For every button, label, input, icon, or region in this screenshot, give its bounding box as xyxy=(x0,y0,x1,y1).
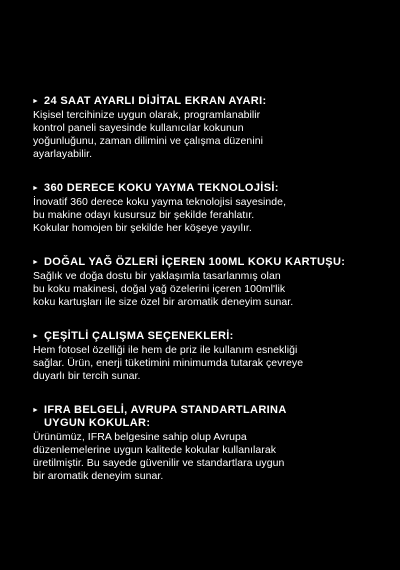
feature-body-line: kontrol paneli sayesinde kullanıcılar kokunun xyxy=(33,122,244,134)
feature-ifra-certified xyxy=(33,404,383,483)
feature-body-line: bu koku makinesi, doğal yağ özelerini içeren 100ml'lik xyxy=(33,283,286,295)
bullet-triangle-icon: ► xyxy=(32,259,40,266)
feature-body-line: Ürünümüz, IFRA belgesine sahip olup Avrupa xyxy=(33,431,247,443)
feature-operation-options xyxy=(33,330,383,383)
feature-body-line: bu makine odayı kusursuz bir şekilde ferahlatır. xyxy=(33,209,255,221)
bullet-triangle-icon: ► xyxy=(32,407,40,414)
feature-body-line: Sağlık ve doğa dostu bir yaklaşımla tasarlanmış olan xyxy=(33,270,281,282)
feature-body-line: ayarlayabilir. xyxy=(33,148,93,160)
feature-body-line: koku kartuşları ile size özel bir aromatik deneyim sunar. xyxy=(33,296,294,308)
feature-body-line: İnovatif 360 derece koku yayma teknolojisi sayesinde, xyxy=(33,196,287,208)
bullet-triangle-icon: ► xyxy=(32,98,40,105)
feature-heading-text: UYGUN KOKULAR: xyxy=(44,417,151,429)
feature-heading xyxy=(33,330,383,343)
feature-heading xyxy=(33,256,383,269)
feature-digital-display xyxy=(33,95,383,161)
feature-heading xyxy=(33,404,383,430)
feature-body-line: duyarlı bir tercih sunar. xyxy=(33,370,141,382)
feature-body-line: Kişisel tercihinize uygun olarak, programlanabilir xyxy=(33,109,261,121)
feature-body-line: düzenlemelerine uygun kalitede kokular kullanılarak xyxy=(33,444,277,456)
feature-body-line: üretilmiştir. Bu sayede güvenilir ve standartlara uygun xyxy=(33,457,285,469)
feature-body-line: yoğunluğunu, zaman dilimini ve çalışma düzenini xyxy=(33,135,263,147)
feature-list xyxy=(33,95,383,504)
feature-heading-text: 360 DERECE KOKU YAYMA TEKNOLOJİSİ: xyxy=(44,182,279,194)
feature-body-line: Kokular homojen bir şekilde her köşeye yayılır. xyxy=(33,222,252,234)
feature-heading xyxy=(33,95,383,108)
feature-heading-text: IFRA BELGELİ, AVRUPA STANDARTLARINA xyxy=(44,404,287,416)
feature-heading xyxy=(33,182,383,195)
feature-heading-text: DOĞAL YAĞ ÖZLERİ İÇEREN 100ML KOKU KARTUŞU: xyxy=(44,256,346,268)
bullet-triangle-icon: ► xyxy=(32,185,40,192)
bullet-triangle-icon: ► xyxy=(32,333,40,340)
feature-heading-text: 24 SAAT AYARLI DİJİTAL EKRAN AYARI: xyxy=(44,95,267,107)
feature-body-line: sağlar. Ürün, enerji tüketimini minimumda tutarak çevreye xyxy=(33,357,304,369)
feature-heading-text: ÇEŞİTLİ ÇALIŞMA SEÇENEKLERİ: xyxy=(44,330,234,342)
feature-cartridge xyxy=(33,256,383,309)
feature-body-line: bir aromatik deneyim sunar. xyxy=(33,470,164,482)
feature-360-diffusion xyxy=(33,182,383,235)
feature-body-line: Hem fotosel özelliği ile hem de priz ile kullanım esnekliği xyxy=(33,344,298,356)
